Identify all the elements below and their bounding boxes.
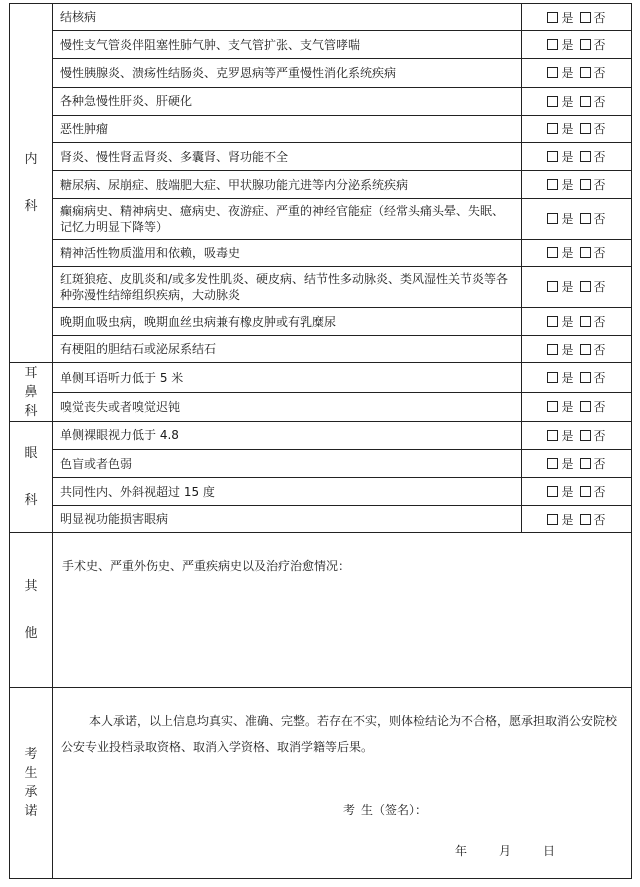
yes-label: 是 [561, 246, 574, 261]
answer-cell [522, 239, 632, 266]
no-checkbox[interactable] [580, 401, 591, 412]
no-label: 否 [593, 428, 606, 443]
no-label: 否 [593, 400, 606, 415]
yes-checkbox[interactable] [547, 486, 558, 497]
condition-label: 恶性肿瘤 [53, 115, 522, 142]
table-row [10, 199, 632, 239]
no-checkbox[interactable] [580, 179, 591, 190]
answer-cell [522, 421, 632, 449]
yes-checkbox[interactable] [547, 39, 558, 50]
yes-checkbox[interactable] [547, 247, 558, 258]
no-checkbox[interactable] [580, 12, 591, 23]
table-row [10, 239, 632, 266]
yes-checkbox[interactable] [547, 96, 558, 107]
other-history-field[interactable]: 手术史、严重外伤史、严重疾病史以及治疗治愈情况： [53, 533, 632, 687]
condition-label: 有梗阻的胆结石或泌尿系结石 [53, 336, 522, 363]
date-label: 年 [455, 843, 468, 858]
yes-label: 是 [561, 315, 574, 330]
pledge-row [10, 687, 632, 878]
no-checkbox[interactable] [580, 372, 591, 383]
no-checkbox[interactable] [580, 344, 591, 355]
condition-label: 共同性内、外斜视超过 15 度 [53, 478, 522, 506]
no-label: 否 [593, 122, 606, 137]
category-cell [10, 533, 53, 687]
answer-cell [522, 506, 632, 533]
category-char: 耳 [24, 365, 38, 381]
category-char: 鼻 [24, 384, 38, 400]
condition-label: 慢性支气管炎伴阻塞性肺气肿、支气管扩张、支气管哮喘 [53, 31, 522, 59]
answer-cell [522, 4, 632, 31]
category-char: 其 [24, 579, 38, 594]
signature-label: 考 [343, 802, 356, 817]
table-row [10, 421, 632, 449]
table-row [10, 363, 632, 393]
no-checkbox[interactable] [580, 96, 591, 107]
yes-checkbox[interactable] [547, 430, 558, 441]
category-char: 眼 [24, 446, 38, 462]
yes-label: 是 [561, 457, 574, 472]
answer-cell [522, 336, 632, 363]
table-row [10, 266, 632, 307]
condition-label: 单侧裸眼视力低于 4.8 [53, 421, 522, 449]
no-checkbox[interactable] [580, 458, 591, 469]
pledge-cell [53, 687, 632, 878]
category-char: 科 [24, 493, 38, 509]
no-checkbox[interactable] [580, 123, 591, 134]
no-checkbox[interactable] [580, 281, 591, 292]
yes-label: 是 [561, 428, 574, 443]
condition-label: 嗅觉丧失或者嗅觉迟钝 [53, 393, 522, 422]
condition-label: 各种急慢性肝炎、肝硬化 [53, 87, 522, 115]
yes-checkbox[interactable] [547, 67, 558, 78]
condition-label: 癫痫病史、精神病史、癔病史、夜游症、严重的神经官能症（经常头痛头晕、失眠、记忆力明显下降等） [53, 199, 522, 239]
table-row [10, 449, 632, 477]
no-label: 否 [593, 512, 606, 527]
condition-label: 结核病 [53, 4, 522, 31]
no-label: 否 [593, 485, 606, 500]
condition-label: 色盲或者色弱 [53, 449, 522, 477]
category-cell [10, 363, 53, 421]
no-label: 否 [593, 315, 606, 330]
answer-cell [522, 142, 632, 170]
category-char: 他 [24, 626, 38, 641]
table-row [10, 336, 632, 363]
condition-label: 精神活性物质滥用和依赖，吸毒史 [53, 239, 522, 266]
table-row [10, 87, 632, 115]
medical-history-table [9, 3, 632, 879]
no-label: 否 [593, 457, 606, 472]
no-label: 否 [593, 371, 606, 386]
answer-cell [522, 478, 632, 506]
condition-label: 明显视功能损害眼病 [53, 506, 522, 533]
category-spacer [10, 463, 52, 491]
yes-label: 是 [561, 150, 574, 164]
yes-checkbox[interactable] [547, 179, 558, 190]
no-label: 否 [593, 342, 606, 357]
no-label: 否 [593, 66, 606, 81]
answer-cell [522, 115, 632, 142]
no-label: 否 [593, 178, 606, 193]
category-spacer [10, 169, 52, 197]
condition-label: 红斑狼疮、皮肌炎和/或多发性肌炎、硬皮病、结节性多动脉炎、类风湿性关节炎等各种弥漫性结缔组织疾病，大动脉炎 [53, 266, 522, 307]
no-label: 否 [593, 38, 606, 53]
yes-label: 是 [561, 280, 574, 295]
yes-label: 是 [561, 66, 574, 81]
yes-label: 是 [561, 400, 574, 415]
yes-label: 是 [561, 212, 574, 227]
yes-checkbox[interactable] [547, 458, 558, 469]
yes-checkbox[interactable] [547, 514, 558, 525]
yes-checkbox[interactable] [547, 12, 558, 23]
yes-checkbox[interactable] [547, 344, 558, 355]
category-char: 科 [24, 403, 38, 419]
answer-cell [522, 59, 632, 87]
answer-cell [522, 31, 632, 59]
date-label: 日 [543, 843, 556, 858]
date-line[interactable] [455, 838, 587, 864]
category-char: 生 [24, 765, 38, 781]
no-label: 否 [593, 246, 606, 261]
other-history-row [10, 533, 632, 687]
signature-line[interactable] [343, 797, 433, 823]
table-row [10, 4, 632, 31]
yes-checkbox[interactable] [547, 401, 558, 412]
no-label: 否 [593, 150, 606, 164]
table-row [10, 142, 632, 170]
no-checkbox[interactable] [580, 39, 591, 50]
table-row [10, 171, 632, 199]
category-spacer [10, 596, 52, 624]
no-label: 否 [593, 212, 606, 227]
category-cell [10, 687, 53, 878]
no-checkbox[interactable] [580, 151, 591, 162]
category-char: 考 [24, 746, 38, 762]
date-label: 月 [499, 843, 512, 858]
answer-cell [522, 266, 632, 307]
yes-label: 是 [561, 10, 574, 25]
no-checkbox[interactable] [580, 486, 591, 497]
condition-label: 肾炎、慢性肾盂肾炎、多囊肾、肾功能不全 [53, 142, 522, 170]
answer-cell [522, 87, 632, 115]
yes-label: 是 [561, 94, 574, 109]
category-char: 承 [24, 784, 38, 800]
yes-checkbox[interactable] [547, 213, 558, 224]
yes-label: 是 [561, 38, 574, 53]
category-char: 诺 [24, 803, 38, 819]
category-cell [10, 4, 53, 363]
answer-cell [522, 449, 632, 477]
condition-label: 晚期血吸虫病，晚期血丝虫病兼有橡皮肿或有乳糜尿 [53, 308, 522, 336]
condition-label: 单侧耳语听力低于 5 米 [53, 363, 522, 393]
table-row [10, 393, 632, 422]
answer-cell [522, 308, 632, 336]
yes-label: 是 [561, 342, 574, 357]
answer-cell [522, 199, 632, 239]
no-checkbox[interactable] [580, 316, 591, 327]
table-row [10, 478, 632, 506]
yes-label: 是 [561, 371, 574, 386]
table-row [10, 506, 632, 533]
answer-cell [522, 171, 632, 199]
yes-checkbox[interactable] [547, 372, 558, 383]
condition-label: 糖尿病、尿崩症、肢端肥大症、甲状腺功能亢进等内分泌系统疾病 [53, 171, 522, 199]
no-checkbox[interactable] [580, 514, 591, 525]
yes-checkbox[interactable] [547, 151, 558, 162]
answer-cell [522, 363, 632, 393]
no-label: 否 [593, 10, 606, 25]
no-label: 否 [593, 94, 606, 109]
yes-checkbox[interactable] [547, 281, 558, 292]
table-row [10, 59, 632, 87]
no-checkbox[interactable] [580, 213, 591, 224]
signature-label: 生（签名）： [361, 802, 428, 817]
yes-label: 是 [561, 512, 574, 527]
no-checkbox[interactable] [580, 430, 591, 441]
pledge-text: 本人承诺，以上信息均真实、准确、完整。若存在不实，则体检结论为不合格，愿承担取消公安院校公安专业投档录取资格、取消入学资格、取消学籍等后果。 [61, 713, 618, 754]
table-row [10, 115, 632, 142]
yes-checkbox[interactable] [547, 123, 558, 134]
yes-checkbox[interactable] [547, 316, 558, 327]
no-checkbox[interactable] [580, 67, 591, 78]
yes-label: 是 [561, 122, 574, 137]
yes-label: 是 [561, 485, 574, 500]
category-char: 内 [24, 152, 38, 168]
category-char: 科 [24, 199, 38, 215]
no-checkbox[interactable] [580, 247, 591, 258]
table-row [10, 31, 632, 59]
yes-label: 是 [561, 178, 574, 193]
condition-label: 慢性胰腺炎、溃疡性结肠炎、克罗恩病等严重慢性消化系统疾病 [53, 59, 522, 87]
no-label: 否 [593, 280, 606, 295]
category-cell [10, 421, 53, 533]
table-row [10, 308, 632, 336]
answer-cell [522, 393, 632, 422]
